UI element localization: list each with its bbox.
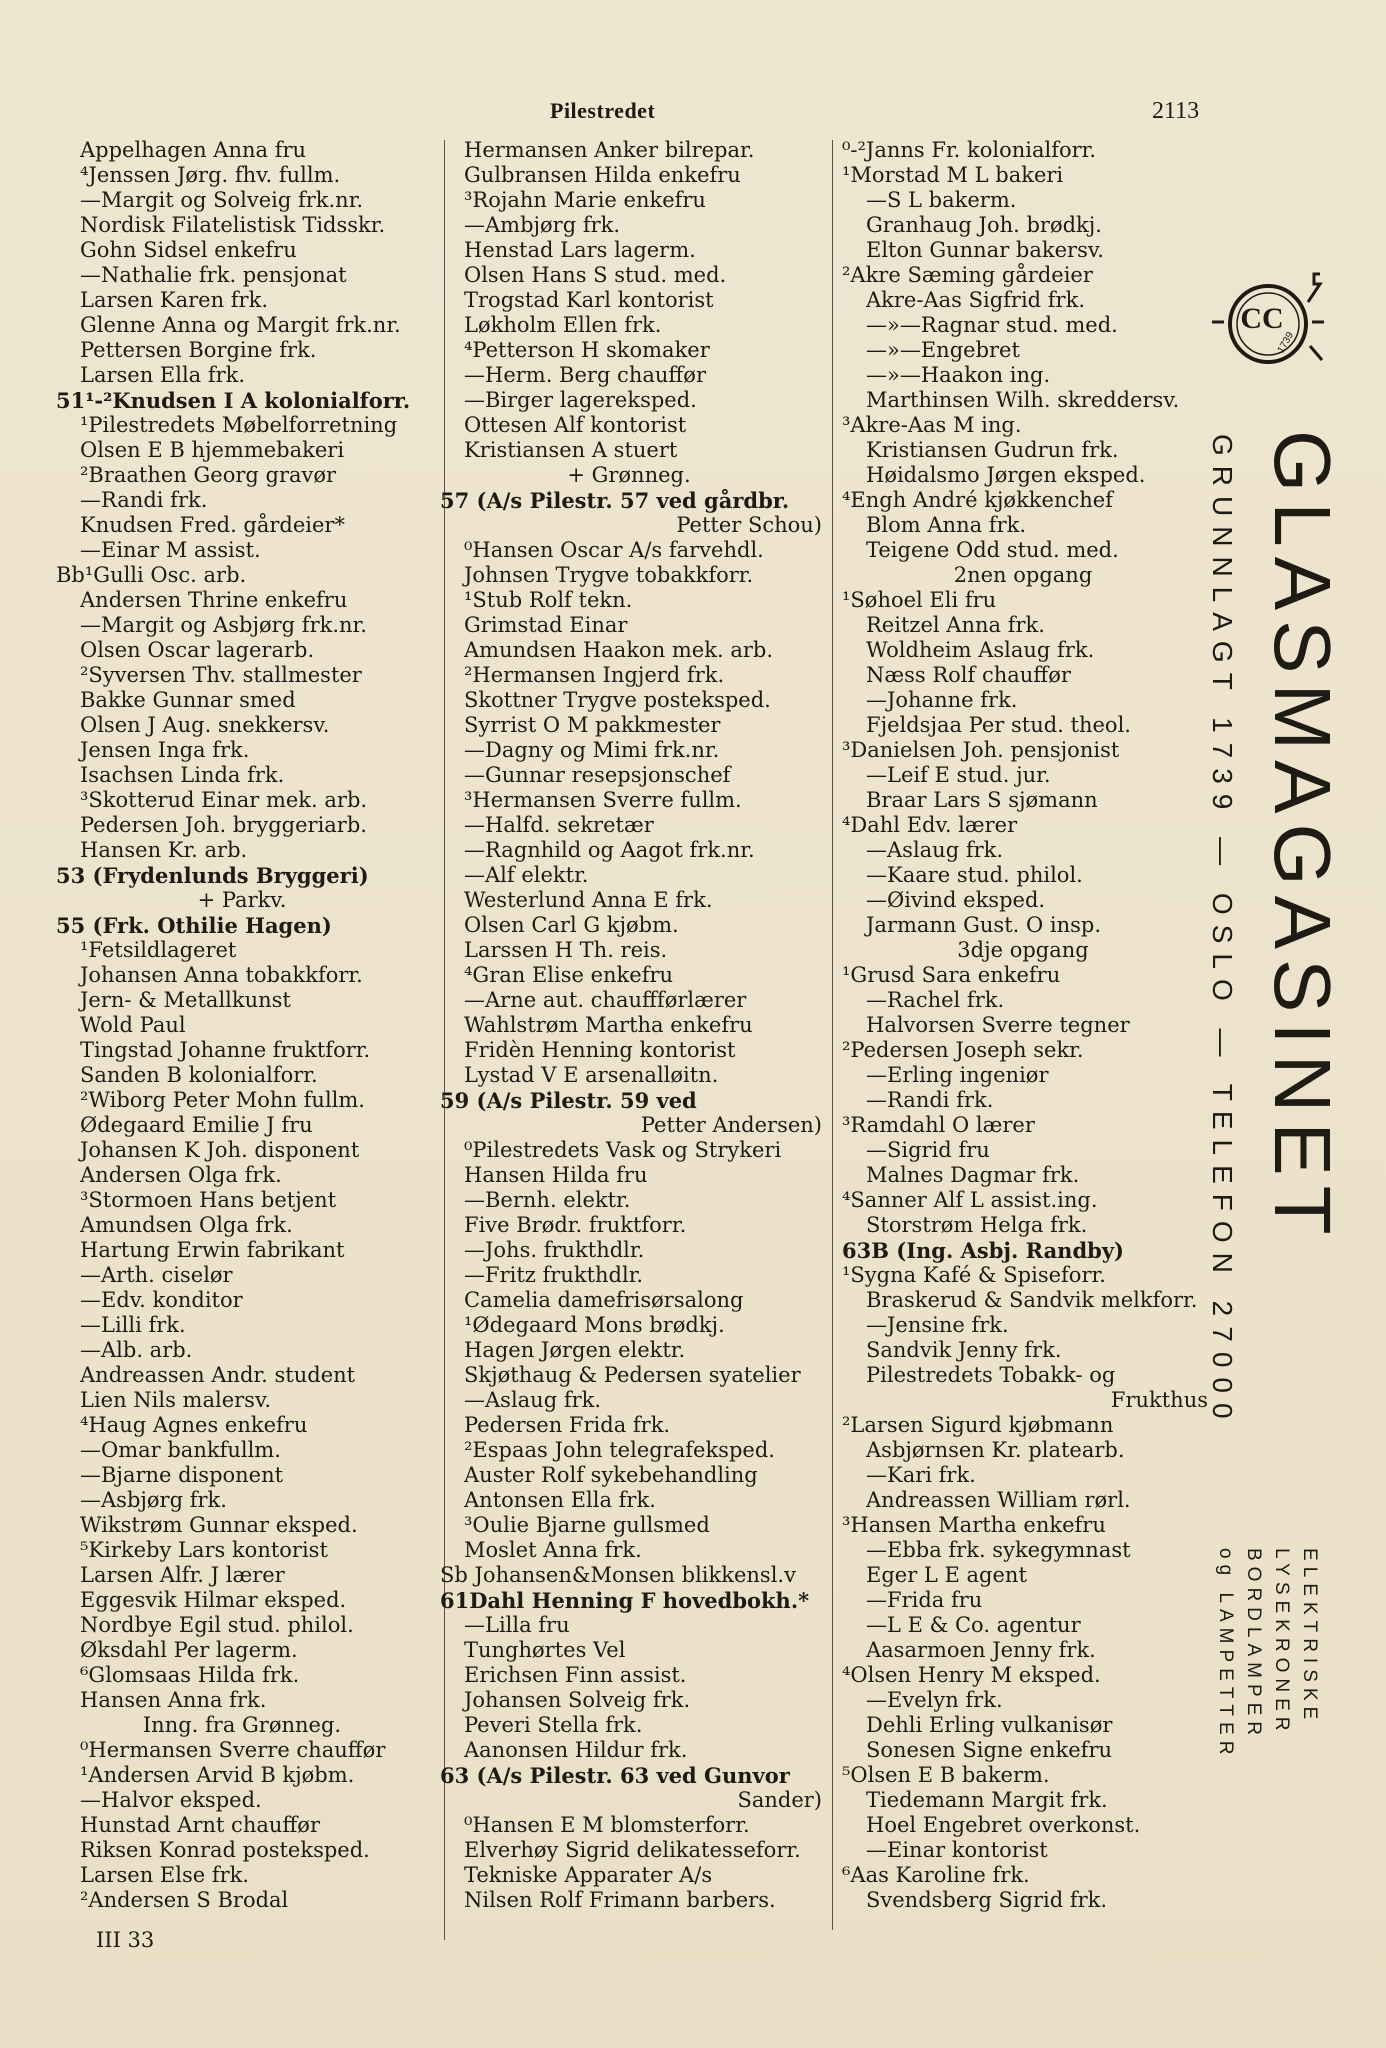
directory-entry: Eger L E agent: [866, 1563, 1027, 1587]
directory-entry: ²Akre Sæming gårdeier: [842, 263, 1093, 287]
directory-entry: Larsen Ella frk.: [80, 363, 246, 387]
directory-entry: —Margit og Asbjørg frk.nr.: [80, 613, 367, 637]
directory-entry: Malnes Dagmar frk.: [866, 1163, 1080, 1187]
directory-entry: Isachsen Linda frk.: [80, 763, 285, 787]
directory-entry: Pilestredets Tobakk- og: [866, 1363, 1116, 1387]
directory-entry: Hansen Hilda fru: [464, 1163, 648, 1187]
directory-entry: ²Braathen Georg gravør: [80, 463, 337, 487]
directory-entry: Johansen Anna tobakkforr.: [80, 963, 363, 987]
directory-entry: ³Danielsen Joh. pensjonist: [842, 738, 1120, 762]
directory-entry: Skjøthaug & Pedersen syatelier: [464, 1363, 801, 1387]
svg-text:1739: 1739: [1275, 330, 1297, 356]
directory-entry: —Leif E stud. jur.: [866, 763, 1051, 787]
directory-entry: ⁴Engh André kjøkkenchef: [842, 488, 1113, 512]
directory-entry: —Aslaug frk.: [464, 1388, 602, 1412]
column-divider-2: [832, 140, 833, 1930]
directory-entry: —Edv. konditor: [80, 1288, 243, 1312]
directory-entry: ⁴Petterson H skomaker: [464, 338, 710, 362]
directory-entry: ⁰Hansen Oscar A/s farvehdl.: [464, 538, 764, 562]
directory-entry: Moslet Anna frk.: [464, 1538, 642, 1562]
directory-entry: + Parkv.: [197, 888, 287, 912]
directory-entry: —Evelyn frk.: [866, 1688, 1003, 1712]
directory-entry: ²Andersen S Brodal: [80, 1888, 289, 1912]
directory-entry: Jern- & Metallkunst: [80, 988, 291, 1012]
directory-entry: —Johs. frukthdlr.: [464, 1238, 645, 1262]
directory-entry: —Øivind eksped.: [866, 888, 1046, 912]
directory-entry: Frukthus: [1110, 1388, 1208, 1412]
directory-entry: Pedersen Frida frk.: [464, 1413, 671, 1437]
directory-entry: —Johanne frk.: [866, 688, 1018, 712]
directory-entry: Sanden B kolonialforr.: [80, 1063, 318, 1087]
directory-entry: Johansen K Joh. disponent: [80, 1138, 360, 1162]
directory-entry: Jarmann Gust. O insp.: [866, 913, 1102, 937]
directory-entry: Glenne Anna og Margit frk.nr.: [80, 313, 401, 337]
directory-entry: ⁰Pilestredets Vask og Strykeri: [464, 1138, 782, 1162]
directory-entry: ⁴Dahl Edv. lærer: [842, 813, 1018, 837]
directory-entry: ²Syversen Thv. stallmester: [80, 663, 362, 687]
directory-entry: Antonsen Ella frk.: [464, 1488, 656, 1512]
directory-entry: Wold Paul: [80, 1013, 186, 1037]
directory-entry: Tiedemann Margit frk.: [866, 1788, 1108, 1812]
directory-entry: Tingstad Johanne fruktforr.: [80, 1038, 371, 1062]
directory-entry: —Margit og Solveig frk.nr.: [80, 188, 364, 212]
directory-entry: —Ambjørg frk.: [464, 213, 621, 237]
directory-entry: Kristiansen Gudrun frk.: [866, 438, 1119, 462]
directory-entry: ²Wiborg Peter Mohn fullm.: [80, 1088, 365, 1112]
svg-text:CC: CC: [1240, 302, 1284, 335]
directory-entry: —Rachel frk.: [866, 988, 1005, 1012]
directory-entry: Olsen Oscar lagerarb.: [80, 638, 315, 662]
directory-entry: Grimstad Einar: [464, 613, 628, 637]
directory-entry: —Kari frk.: [866, 1463, 976, 1487]
directory-entry: —S L bakerm.: [866, 188, 1017, 212]
directory-entry: Tekniske Apparater A/s: [464, 1863, 713, 1887]
directory-entry: Øksdahl Per lagerm.: [80, 1638, 298, 1662]
directory-entry: Næss Rolf chauffør: [866, 663, 1071, 687]
directory-entry: Johnsen Trygve tobakkforr.: [464, 563, 754, 587]
directory-entry: ³Hermansen Sverre fullm.: [464, 788, 742, 812]
directory-entry: —L E & Co. agentur: [866, 1613, 1081, 1637]
ad-product-4: og LAMPETTER: [1215, 1548, 1236, 1761]
directory-entry: ³Hansen Martha enkefru: [842, 1513, 1106, 1537]
directory-entry: 2nen opgang: [953, 563, 1093, 587]
directory-entry: —Arne aut. chauffførlærer: [464, 988, 747, 1012]
directory-entry: Kristiansen A stuert: [464, 438, 678, 462]
directory-entry: Larsen Alfr. J lærer: [80, 1563, 285, 1587]
directory-entry: Auster Rolf sykebehandling: [464, 1463, 758, 1487]
directory-entry: Larsen Karen frk.: [80, 288, 268, 312]
directory-entry: —»—Haakon ing.: [866, 363, 1051, 387]
directory-entry: ¹Ødegaard Mons brødkj.: [464, 1313, 725, 1337]
directory-entry: —Nathalie frk. pensjonat: [80, 263, 347, 287]
directory-entry: Sandvik Jenny frk.: [866, 1338, 1062, 1362]
directory-entry: Sb Johansen&Monsen blikkensl.v: [440, 1563, 796, 1587]
directory-entry: Granhaug Joh. brødkj.: [866, 213, 1102, 237]
directory-entry: —Halfd. sekretær: [464, 813, 654, 837]
directory-entry: —Herm. Berg chauffør: [464, 363, 706, 387]
column-1: [52, 138, 432, 1913]
directory-entry: —Bernh. elektr.: [464, 1188, 631, 1212]
directory-entry: Woldheim Aslaug frk.: [866, 638, 1095, 662]
directory-entry: Lien Nils malersv.: [80, 1388, 271, 1412]
directory-entry: Wahlstrøm Martha enkefru: [464, 1013, 753, 1037]
directory-entry: Gohn Sidsel enkefru: [80, 238, 297, 262]
directory-entry: —Randi frk.: [866, 1088, 994, 1112]
ad-product-2: LYSEKRONER: [1271, 1548, 1292, 1737]
directory-entry: Høidalsmo Jørgen eksped.: [866, 463, 1146, 487]
directory-entry: —Omar bankfullm.: [80, 1438, 281, 1462]
directory-entry: Ottesen Alf kontorist: [464, 413, 687, 437]
directory-entry: ¹Andersen Arvid B kjøbm.: [80, 1763, 355, 1787]
directory-entry: —Ragnhild og Aagot frk.nr.: [464, 838, 755, 862]
directory-entry: ³Ramdahl O lærer: [842, 1113, 1035, 1137]
directory-entry: Ødegaard Emilie J fru: [80, 1113, 313, 1137]
directory-entry: ⁰-²Janns Fr. kolonialforr.: [842, 138, 1097, 162]
directory-entry: —Einar kontorist: [866, 1838, 1048, 1862]
directory-entry: Hagen Jørgen elektr.: [464, 1338, 686, 1362]
directory-entry: ¹Fetsildlageret: [80, 938, 237, 962]
directory-entry: Elverhøy Sigrid delikatesseforr.: [464, 1838, 801, 1862]
directory-entry: —Bjarne disponent: [80, 1463, 284, 1487]
directory-entry: —Alf elektr.: [464, 863, 589, 887]
ad-tagline: GRUNNLAGT 1739 — OSLO — TELEFON 27000: [1207, 434, 1238, 1429]
ad-product-3: BORDLAMPER: [1243, 1548, 1264, 1742]
directory-entry: Amundsen Olga frk.: [80, 1213, 293, 1237]
directory-entry: Syrrist O M pakkmester: [464, 713, 721, 737]
directory-entry: ⁰Hermansen Sverre chauffør: [80, 1738, 386, 1762]
directory-entry: ⁵Olsen E B bakerm.: [842, 1763, 1050, 1787]
directory-entry: Erichsen Finn assist.: [464, 1663, 687, 1687]
directory-entry: —Dagny og Mimi frk.nr.: [464, 738, 720, 762]
directory-entry: + Grønneg.: [567, 463, 691, 487]
directory-entry: 55 (Frk. Othilie Hagen): [56, 913, 332, 938]
directory-entry: Jensen Inga frk.: [80, 738, 250, 762]
directory-entry: —Halvor eksped.: [80, 1788, 262, 1812]
directory-entry: —»—Ragnar stud. med.: [866, 313, 1118, 337]
directory-entry: Hartung Erwin fabrikant: [80, 1238, 345, 1262]
directory-entry: ⁶Aas Karoline frk.: [842, 1863, 1030, 1887]
directory-entry: ⁴Haug Agnes enkefru: [80, 1413, 308, 1437]
directory-entry: ⁰Hansen E M blomsterforr.: [464, 1813, 750, 1837]
footer-mark: III 33: [96, 1928, 155, 1952]
directory-entry: Svendsberg Sigrid frk.: [866, 1888, 1108, 1912]
directory-entry: —Einar M assist.: [80, 538, 261, 562]
directory-entry: Wikstrøm Gunnar eksped.: [80, 1513, 358, 1537]
directory-entry: Pedersen Joh. bryggeriarb.: [80, 813, 367, 837]
directory-entry: Aanonsen Hildur frk.: [464, 1738, 688, 1762]
directory-entry: Bb¹Gulli Osc. arb.: [56, 563, 247, 587]
directory-entry: Asbjørnsen Kr. platearb.: [866, 1438, 1125, 1462]
directory-entry: —»—Engebret: [866, 338, 1020, 362]
directory-entry: Pettersen Borgine frk.: [80, 338, 317, 362]
directory-entry: Andreassen William rørl.: [866, 1488, 1131, 1512]
directory-entry: 59 (A/s Pilestr. 59 ved: [440, 1088, 697, 1113]
directory-entry: Reitzel Anna frk.: [866, 613, 1045, 637]
directory-entry: Sander): [737, 1788, 822, 1812]
directory-entry: Five Brødr. fruktforr.: [464, 1213, 687, 1237]
directory-entry: Olsen Hans S stud. med.: [464, 263, 727, 287]
directory-entry: 63B (Ing. Asbj. Randby): [842, 1238, 1124, 1263]
directory-entry: Lystad V E arsenalløitn.: [464, 1063, 719, 1087]
ad-product-1: ELEKTRISKE: [1299, 1548, 1320, 1726]
directory-entry: Andreassen Andr. student: [80, 1363, 356, 1387]
directory-entry: ³Oulie Bjarne gullsmed: [464, 1513, 710, 1537]
directory-entry: 53 (Frydenlunds Bryggeri): [56, 863, 369, 888]
directory-entry: Dehli Erling vulkanisør: [866, 1713, 1113, 1737]
directory-entry: —Birger lagereksped.: [464, 388, 697, 412]
directory-entry: —Fritz frukthdlr.: [464, 1263, 644, 1287]
directory-entry: —Kaare stud. philol.: [866, 863, 1083, 887]
directory-entry: ²Pedersen Joseph sekr.: [842, 1038, 1084, 1062]
directory-entry: Storstrøm Helga frk.: [866, 1213, 1088, 1237]
directory-entry: ¹Sygna Kafé & Spiseforr.: [842, 1263, 1106, 1287]
directory-entry: Blom Anna frk.: [866, 513, 1027, 537]
directory-entry: —Ebba frk. sykegymnast: [866, 1538, 1131, 1562]
directory-entry: Inng. fra Grønneg.: [142, 1713, 342, 1737]
directory-entry: Hunstad Arnt chauffør: [80, 1813, 320, 1837]
directory-entry: Appelhagen Anna fru: [80, 138, 307, 162]
directory-entry: —Frida fru: [866, 1588, 983, 1612]
directory-entry: Henstad Lars lagerm.: [464, 238, 696, 262]
page-number: 2113: [1152, 98, 1200, 124]
ad-company-name: GLASMAGASINET: [1258, 430, 1347, 1245]
directory-entry: —Gunnar resepsjonschef: [464, 763, 731, 787]
column-3: [838, 138, 1208, 1913]
directory-entry: Hansen Kr. arb.: [80, 838, 248, 862]
directory-entry: Skottner Trygve posteksped.: [464, 688, 771, 712]
directory-entry: ⁴Gran Elise enkefru: [464, 963, 674, 987]
directory-entry: ⁵Kirkeby Lars kontorist: [80, 1538, 328, 1562]
directory-entry: ⁴Jenssen Jørg. fhv. fullm.: [80, 163, 341, 187]
directory-entry: Larssen H Th. reis.: [464, 938, 668, 962]
directory-entry: ¹Pilestredets Møbelforretning: [80, 413, 398, 437]
directory-entry: Hoel Engebret overkonst.: [866, 1813, 1141, 1837]
directory-entry: Bakke Gunnar smed: [80, 688, 296, 712]
directory-entry: Andersen Olga frk.: [80, 1163, 282, 1187]
directory-entry: Akre-Aas Sigfrid frk.: [866, 288, 1085, 312]
directory-entry: —Alb. arb.: [80, 1338, 193, 1362]
directory-entry: Eggesvik Hilmar eksped.: [80, 1588, 347, 1612]
directory-entry: Halvorsen Sverre tegner: [866, 1013, 1130, 1037]
directory-entry: —Aslaug frk.: [866, 838, 1004, 862]
directory-entry: —Arth. ciselør: [80, 1263, 233, 1287]
directory-entry: —Sigrid fru: [866, 1138, 990, 1162]
directory-entry: Nilsen Rolf Frimann barbers.: [464, 1888, 776, 1912]
directory-entry: ³Rojahn Marie enkefru: [464, 188, 706, 212]
directory-entry: Trogstad Karl kontorist: [464, 288, 714, 312]
directory-entry: ³Akre-Aas M ing.: [842, 413, 1022, 437]
directory-entry: Olsen E B hjemmebakeri: [80, 438, 345, 462]
directory-entry: Teigene Odd stud. med.: [866, 538, 1119, 562]
directory-entry: Hermansen Anker bilrepar.: [464, 138, 755, 162]
directory-entry: Johansen Solveig frk.: [464, 1688, 691, 1712]
directory-entry: —Lilli frk.: [80, 1313, 186, 1337]
directory-entry: Nordbye Egil stud. philol.: [80, 1613, 354, 1637]
directory-entry: —Randi frk.: [80, 488, 208, 512]
directory-entry: —Lilla fru: [464, 1613, 570, 1637]
directory-entry: ⁴Olsen Henry M eksped.: [842, 1663, 1101, 1687]
directory-entry: Gulbransen Hilda enkefru: [464, 163, 741, 187]
directory-entry: —Erling ingeniør: [866, 1063, 1049, 1087]
column-2: [436, 138, 822, 1913]
directory-entry: Hansen Anna frk.: [80, 1688, 267, 1712]
directory-entry: Amundsen Haakon mek. arb.: [464, 638, 773, 662]
directory-entry: ²Hermansen Ingjerd frk.: [464, 663, 725, 687]
directory-entry: Olsen Carl G kjøbm.: [464, 913, 679, 937]
directory-entry: ³Skotterud Einar mek. arb.: [80, 788, 368, 812]
directory-entry: Petter Schou): [676, 513, 822, 537]
directory-entry: Olsen J Aug. snekkersv.: [80, 713, 330, 737]
directory-entry: 61Dahl Henning F hovedbokh.*: [440, 1588, 810, 1613]
directory-entry: 57 (A/s Pilestr. 57 ved gårdbr.: [440, 488, 790, 513]
directory-entry: —Jensine frk.: [866, 1313, 1009, 1337]
directory-entry: Camelia damefrisørsalong: [464, 1288, 744, 1312]
directory-entry: ¹Morstad M L bakeri: [842, 163, 1064, 187]
directory-entry: Nordisk Filatelistisk Tidsskr.: [80, 213, 386, 237]
directory-entry: Petter Andersen): [640, 1113, 822, 1137]
page-title: Pilestredet: [550, 98, 656, 123]
directory-entry: ¹Søhoel Eli fru: [842, 588, 997, 612]
directory-entry: Larsen Else frk.: [80, 1863, 250, 1887]
directory-entry: Marthinsen Wilh. skreddersv.: [866, 388, 1180, 412]
directory-entry: Peveri Stella frk.: [464, 1713, 643, 1737]
directory-entry: ²Larsen Sigurd kjøbmann: [842, 1413, 1114, 1437]
directory-entry: Andersen Thrine enkefru: [80, 588, 348, 612]
directory-entry: Riksen Konrad posteksped.: [80, 1838, 370, 1862]
directory-entry: ¹Grusd Sara enkefru: [842, 963, 1061, 987]
directory-entry: Braar Lars S sjømann: [866, 788, 1098, 812]
directory-entry: ³Stormoen Hans betjent: [80, 1188, 337, 1212]
directory-entry: ²Espaas John telegrafeksped.: [464, 1438, 775, 1462]
directory-entry: Braskerud & Sandvik melkforr.: [866, 1288, 1198, 1312]
directory-entry: Elton Gunnar bakersv.: [866, 238, 1104, 262]
directory-entry: Løkholm Ellen frk.: [464, 313, 662, 337]
directory-entry: Sonesen Signe enkefru: [866, 1738, 1113, 1762]
directory-entry: ⁴Sanner Alf L assist.ing.: [842, 1188, 1098, 1212]
directory-entry: Westerlund Anna E frk.: [464, 888, 713, 912]
directory-entry: Aasarmoen Jenny frk.: [866, 1638, 1096, 1662]
directory-entry: Knudsen Fred. gårdeier*: [80, 513, 345, 537]
directory-entry: ¹Stub Rolf tekn.: [464, 588, 633, 612]
directory-entry: Tunghørtes Vel: [464, 1638, 626, 1662]
directory-entry: —Asbjørg frk.: [80, 1488, 227, 1512]
directory-entry: 3dje opgang: [957, 938, 1089, 962]
directory-entry: 51¹-²Knudsen I A kolonialforr.: [56, 388, 411, 413]
directory-entry: Fjeldsjaa Per stud. theol.: [866, 713, 1131, 737]
directory-entry: ⁶Glomsaas Hilda frk.: [80, 1663, 300, 1687]
directory-entry: 63 (A/s Pilestr. 63 ved Gunvor: [440, 1763, 790, 1788]
glasmagasinet-logo-icon: [1210, 262, 1326, 378]
directory-entry: Fridèn Henning kontorist: [464, 1038, 736, 1062]
